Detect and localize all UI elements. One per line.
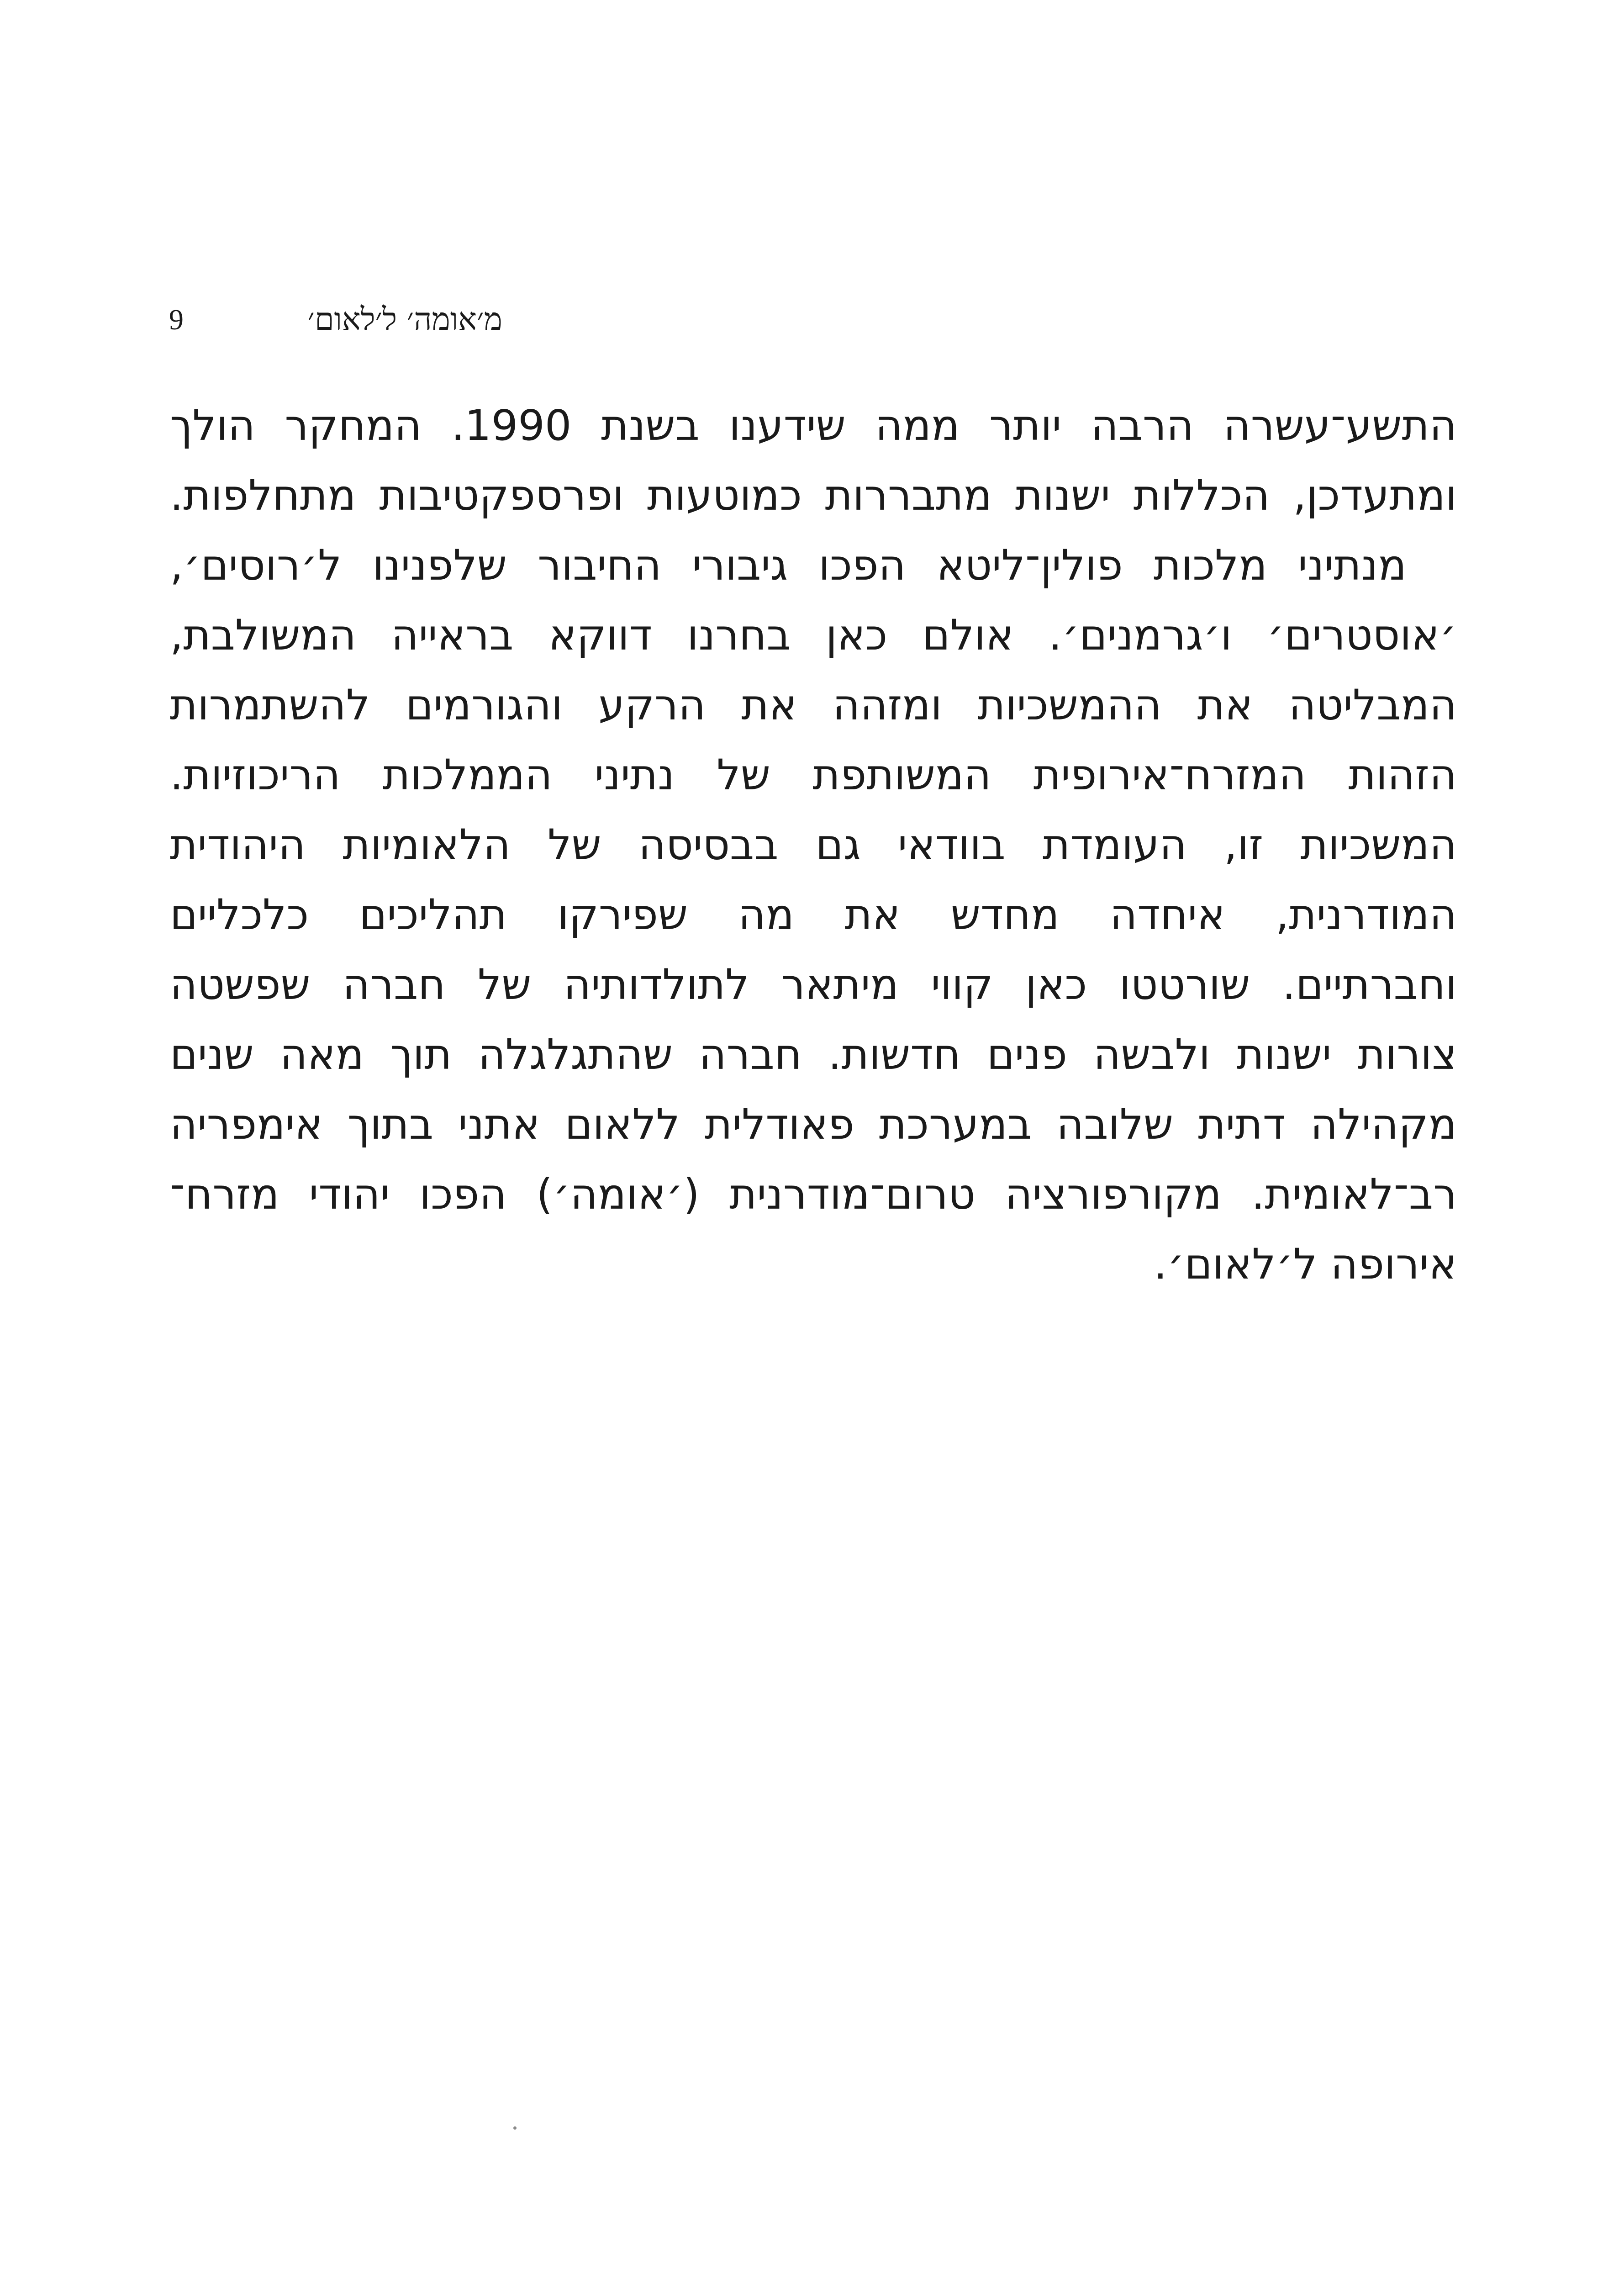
text-line: המבליטה את ההמשכיות ומזהה את הרקע והגורמים להשתמרות	[170, 681, 1457, 730]
page-number: 9	[169, 303, 184, 336]
body-paragraph	[170, 391, 1457, 1299]
text-line: הזהות המזרח־אירופית המשותפת של נתיני הממלכות הריכוזיות.	[170, 751, 1457, 799]
text-line: ומתעדכן, הכללות ישנות מתבררות כמוטעות ופרספקטיבות מתחלפות.	[170, 471, 1457, 520]
text-line: המשכיות זו, העומדת בוודאי גם בבסיסה של הלאומיות היהודית	[170, 820, 1457, 869]
text-line: ׳אוסטרים׳ ו׳גרמנים׳. אולם כאן בחרנו דווקא בראייה המשולבת,	[170, 611, 1457, 660]
text-line: התשע־עשרה הרבה יותר ממה שידענו בשנת 1990. המחקר הולך	[170, 401, 1457, 450]
text-line: צורות ישנות ולבשה פנים חדשות. חברה שהתגלגלה תוך מאה שנים	[170, 1030, 1457, 1079]
scan-speck	[513, 2126, 517, 2130]
text-line: רב־לאומית. מקורפורציה טרום־מודרנית (׳אומה׳) הפכו יהודי מזרח־	[170, 1170, 1457, 1219]
running-header	[169, 292, 502, 347]
text-line: מקהילה דתית שלובה במערכת פאודלית ללאום אתני בתוך אימפריה	[170, 1100, 1457, 1149]
text-line: וחברתיים. שורטטו כאן קווי מיתאר לתולדותיה של חברה שפשטה	[170, 960, 1457, 1009]
text-line: מנתיני מלכות פולין־ליטא הפכו גיבורי החיבור שלפנינו ל׳רוסים׳,	[170, 541, 1407, 590]
running-title: מ׳אומה׳ ל׳לאום׳	[307, 301, 502, 338]
text-line: אירופה ל׳לאום׳.	[1154, 1240, 1457, 1289]
text-line: המודרנית, איחדה מחדש את מה שפירקו תהליכים כלכליים	[170, 890, 1457, 939]
